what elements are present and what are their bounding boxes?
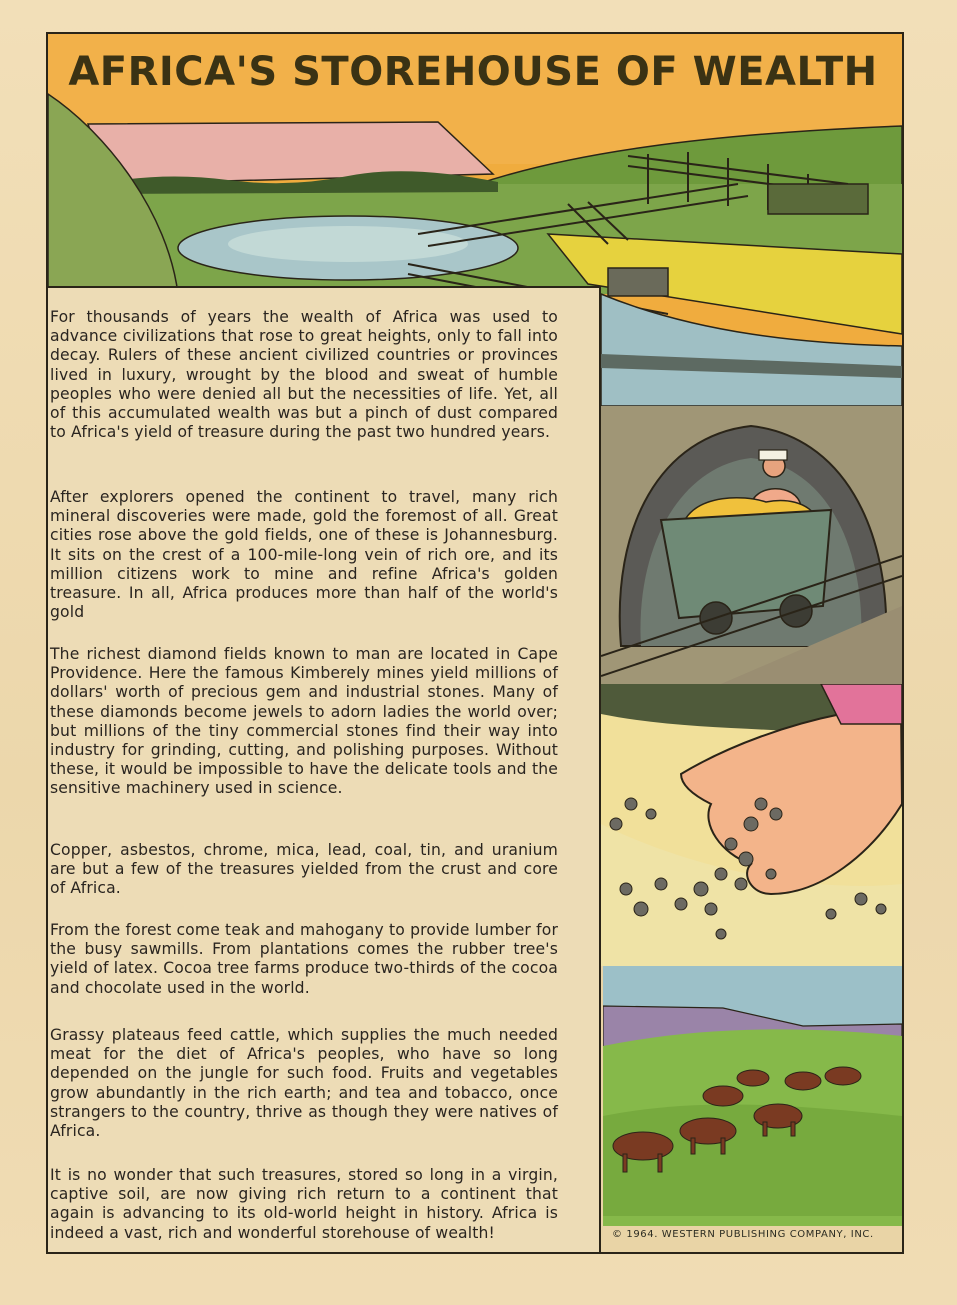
cattle-plateau-illustration	[603, 966, 902, 1226]
paragraph-minerals: Copper, asbestos, chrome, mica, lead, coal, tin, and uranium are but a few of the treasures yielded from the crust and core of Africa.	[50, 841, 558, 898]
paragraph-conclusion: It is no wonder that such treasures, stored so long in a virgin, captive soil, are now giving rich return to a continent that again is advancing to its old-world height in history. Africa is indeed a vast, rich and wonderful storehouse of wealth!	[50, 1166, 558, 1242]
hand-diamonds-illustration	[601, 684, 902, 966]
paragraph-ancient-wealth: For thousands of years the wealth of Africa was used to advance civilizations that rose to great heights, only to fall into decay. Rulers of these ancient civilized countries or provinces lived in luxury, wrought by the blood and sweat of humble peoples who were denied all but the necessities of life. Yet, all of this accumulated wealth was but a pinch of dust compared to Africa's yield of treasure during the past two hundred years.	[50, 308, 558, 442]
paragraph-diamonds: The richest diamond fields known to man are located in Cape Providence. Here the famous Kimberely mines yield millions of dollars' worth of precious gem and industrial stones. Many of these diamonds become jewels to adorn ladies the world over; but millions of the tiny commercial stones find their way into industry for grinding, cutting, and polishing purposes. Without these, it would be impossible to have the delicate tools and the sensitive machinery used in science.	[50, 645, 558, 798]
paragraph-timber-rubber-cocoa: From the forest come teak and mahogany to provide lumber for the busy sawmills. From plantations comes the rubber tree's yield of latex. Cocoa tree farms produce two-thirds of the cocoa and chocolate used in the world.	[50, 921, 558, 997]
page-title: AFRICA'S STOREHOUSE OF WEALTH	[68, 49, 878, 95]
paragraph-gold: After explorers opened the continent to travel, many rich mineral discoveries were made, gold the foremost of all. Great cities rose above the gold fields, one of these is Johannesburg. It sits on the crest of a 100-mile-long vein of rich ore, and its million citizens work to mine and refine Africa's golden treasure. In all, Africa produces more than half of the world's gold	[50, 488, 558, 622]
paragraph-cattle-crops: Grassy plateaus feed cattle, which supplies the much needed meat for the diet of Africa's peoples, who have so long depended on the jungle for such food. Fruits and vegetables grow abundantly in the rich earth; and tea and tobacco, once strangers to the country, thrive as though they were natives of Africa.	[50, 1026, 558, 1141]
copyright-notice: © 1964. WESTERN PUBLISHING COMPANY, INC.	[612, 1229, 874, 1240]
miner-ore-cart-illustration	[601, 406, 902, 684]
